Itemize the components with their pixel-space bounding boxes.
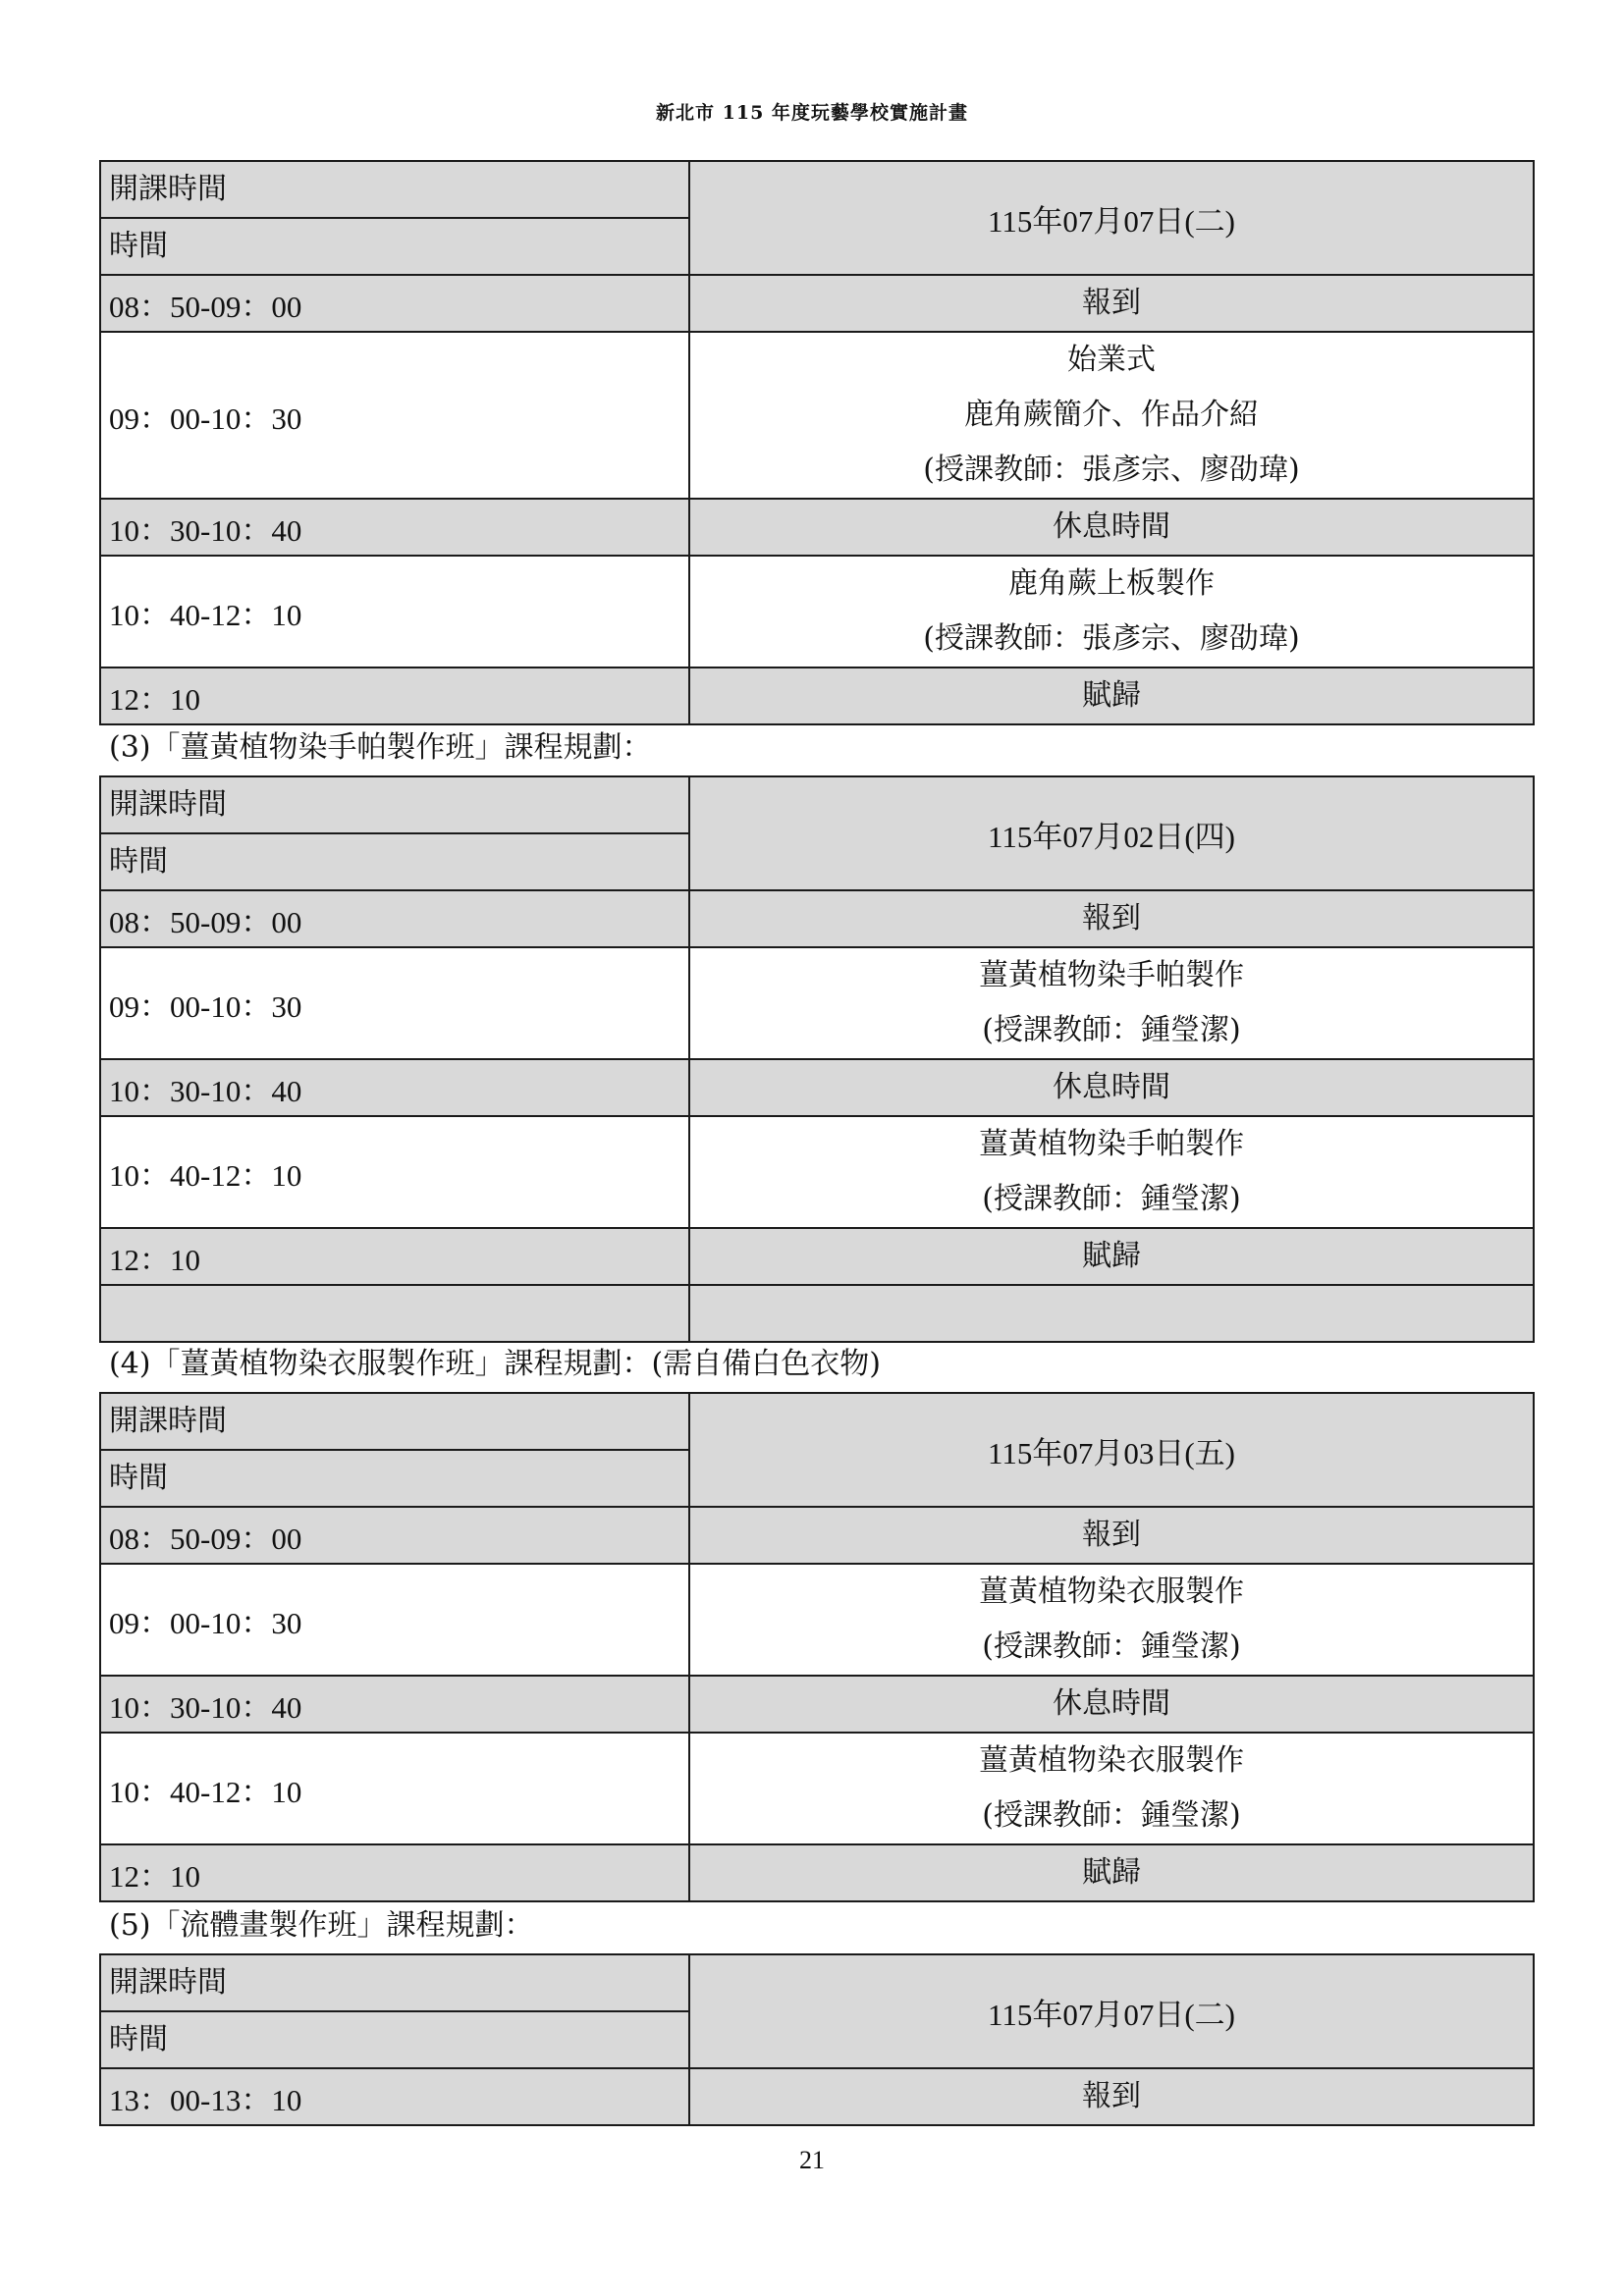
activity-cell bbox=[689, 1285, 1534, 1342]
course-date: 115年07月03日(五) bbox=[689, 1393, 1534, 1507]
table-row bbox=[100, 1228, 1534, 1285]
time-cell: 12：10 bbox=[100, 667, 689, 724]
table-row bbox=[100, 1116, 1534, 1228]
course-date: 115年07月07日(二) bbox=[689, 1954, 1534, 2068]
label-time: 時間 bbox=[100, 2011, 689, 2068]
section-caption: (4)「薑黃植物染衣服製作班」課程規劃：(需自備白色衣物) bbox=[109, 1347, 881, 1381]
time-cell: 10：30-10：40 bbox=[100, 1676, 689, 1733]
activity-cell: 薑黃植物染衣服製作 (授課教師：鍾瑩潔) bbox=[689, 1564, 1534, 1676]
course-date: 115年07月02日(四) bbox=[689, 776, 1534, 890]
table-header-row bbox=[100, 1954, 1534, 2011]
activity-cell: 薑黃植物染手帕製作 (授課教師：鍾瑩潔) bbox=[689, 1116, 1534, 1228]
table-row bbox=[100, 667, 1534, 724]
schedule-block-2 bbox=[99, 720, 1535, 1343]
document-header: 新北市 115 年度玩藝學校實施計畫 bbox=[656, 102, 968, 124]
label-time: 時間 bbox=[100, 1450, 689, 1507]
activity-cell: 賦歸 bbox=[689, 1844, 1534, 1901]
time-cell: 08：50-09：00 bbox=[100, 275, 689, 332]
activity-cell: 報到 bbox=[689, 890, 1534, 947]
table-row bbox=[100, 499, 1534, 556]
schedule-block-3 bbox=[99, 1336, 1535, 1902]
table-row bbox=[100, 1733, 1534, 1844]
table-row bbox=[100, 1507, 1534, 1564]
schedule-block-1 bbox=[99, 160, 1535, 725]
time-cell: 09：00-10：30 bbox=[100, 1564, 689, 1676]
time-cell: 12：10 bbox=[100, 1228, 689, 1285]
activity-cell: 報到 bbox=[689, 1507, 1534, 1564]
table-row bbox=[100, 332, 1534, 499]
activity-cell: 鹿角蕨上板製作 (授課教師：張彥宗、廖劭瑋) bbox=[689, 556, 1534, 667]
table-row bbox=[100, 890, 1534, 947]
activity-cell: 休息時間 bbox=[689, 1059, 1534, 1116]
activity-cell: 薑黃植物染手帕製作 (授課教師：鍾瑩潔) bbox=[689, 947, 1534, 1059]
label-time: 時間 bbox=[100, 218, 689, 275]
time-cell: 09：00-10：30 bbox=[100, 947, 689, 1059]
table-row bbox=[100, 947, 1534, 1059]
time-cell: 08：50-09：00 bbox=[100, 890, 689, 947]
table-header-row bbox=[100, 1393, 1534, 1450]
label-open-time: 開課時間 bbox=[100, 161, 689, 218]
schedule-table-2 bbox=[99, 775, 1535, 1343]
activity-cell: 休息時間 bbox=[689, 1676, 1534, 1733]
table-row bbox=[100, 1676, 1534, 1733]
time-cell: 10：30-10：40 bbox=[100, 1059, 689, 1116]
time-cell: 13：00-13：10 bbox=[100, 2068, 689, 2125]
activity-cell: 賦歸 bbox=[689, 667, 1534, 724]
schedule-table-4 bbox=[99, 1953, 1535, 2126]
time-cell: 10：40-12：10 bbox=[100, 556, 689, 667]
activity-cell: 報到 bbox=[689, 275, 1534, 332]
label-open-time: 開課時間 bbox=[100, 776, 689, 833]
activity-cell: 薑黃植物染衣服製作 (授課教師：鍾瑩潔) bbox=[689, 1733, 1534, 1844]
time-cell: 12：10 bbox=[100, 1844, 689, 1901]
time-cell: 10：40-12：10 bbox=[100, 1733, 689, 1844]
activity-cell: 休息時間 bbox=[689, 499, 1534, 556]
activity-cell: 賦歸 bbox=[689, 1228, 1534, 1285]
section-caption: (3)「薑黃植物染手帕製作班」課程規劃： bbox=[109, 730, 652, 765]
schedule-block-4 bbox=[99, 1897, 1535, 2126]
time-cell: 09：00-10：30 bbox=[100, 332, 689, 499]
table-row bbox=[100, 2068, 1534, 2125]
table-header-row bbox=[100, 161, 1534, 218]
table-row bbox=[100, 1844, 1534, 1901]
activity-cell: 報到 bbox=[689, 2068, 1534, 2125]
table-row bbox=[100, 1059, 1534, 1116]
table-row bbox=[100, 1285, 1534, 1342]
label-time: 時間 bbox=[100, 833, 689, 890]
time-cell: 10：40-12：10 bbox=[100, 1116, 689, 1228]
section-caption: (5)「流體畫製作班」課程規劃： bbox=[109, 1908, 534, 1943]
table-header-row bbox=[100, 776, 1534, 833]
label-open-time: 開課時間 bbox=[100, 1954, 689, 2011]
page-number: 21 bbox=[799, 2146, 825, 2174]
time-cell bbox=[100, 1285, 689, 1342]
table-row bbox=[100, 556, 1534, 667]
schedule-table-3 bbox=[99, 1392, 1535, 1902]
table-row bbox=[100, 1564, 1534, 1676]
table-row bbox=[100, 275, 1534, 332]
activity-cell: 始業式 鹿角蕨簡介、作品介紹 (授課教師：張彥宗、廖劭瑋) bbox=[689, 332, 1534, 499]
time-cell: 08：50-09：00 bbox=[100, 1507, 689, 1564]
label-open-time: 開課時間 bbox=[100, 1393, 689, 1450]
time-cell: 10：30-10：40 bbox=[100, 499, 689, 556]
course-date: 115年07月07日(二) bbox=[689, 161, 1534, 275]
schedule-table-1 bbox=[99, 160, 1535, 725]
